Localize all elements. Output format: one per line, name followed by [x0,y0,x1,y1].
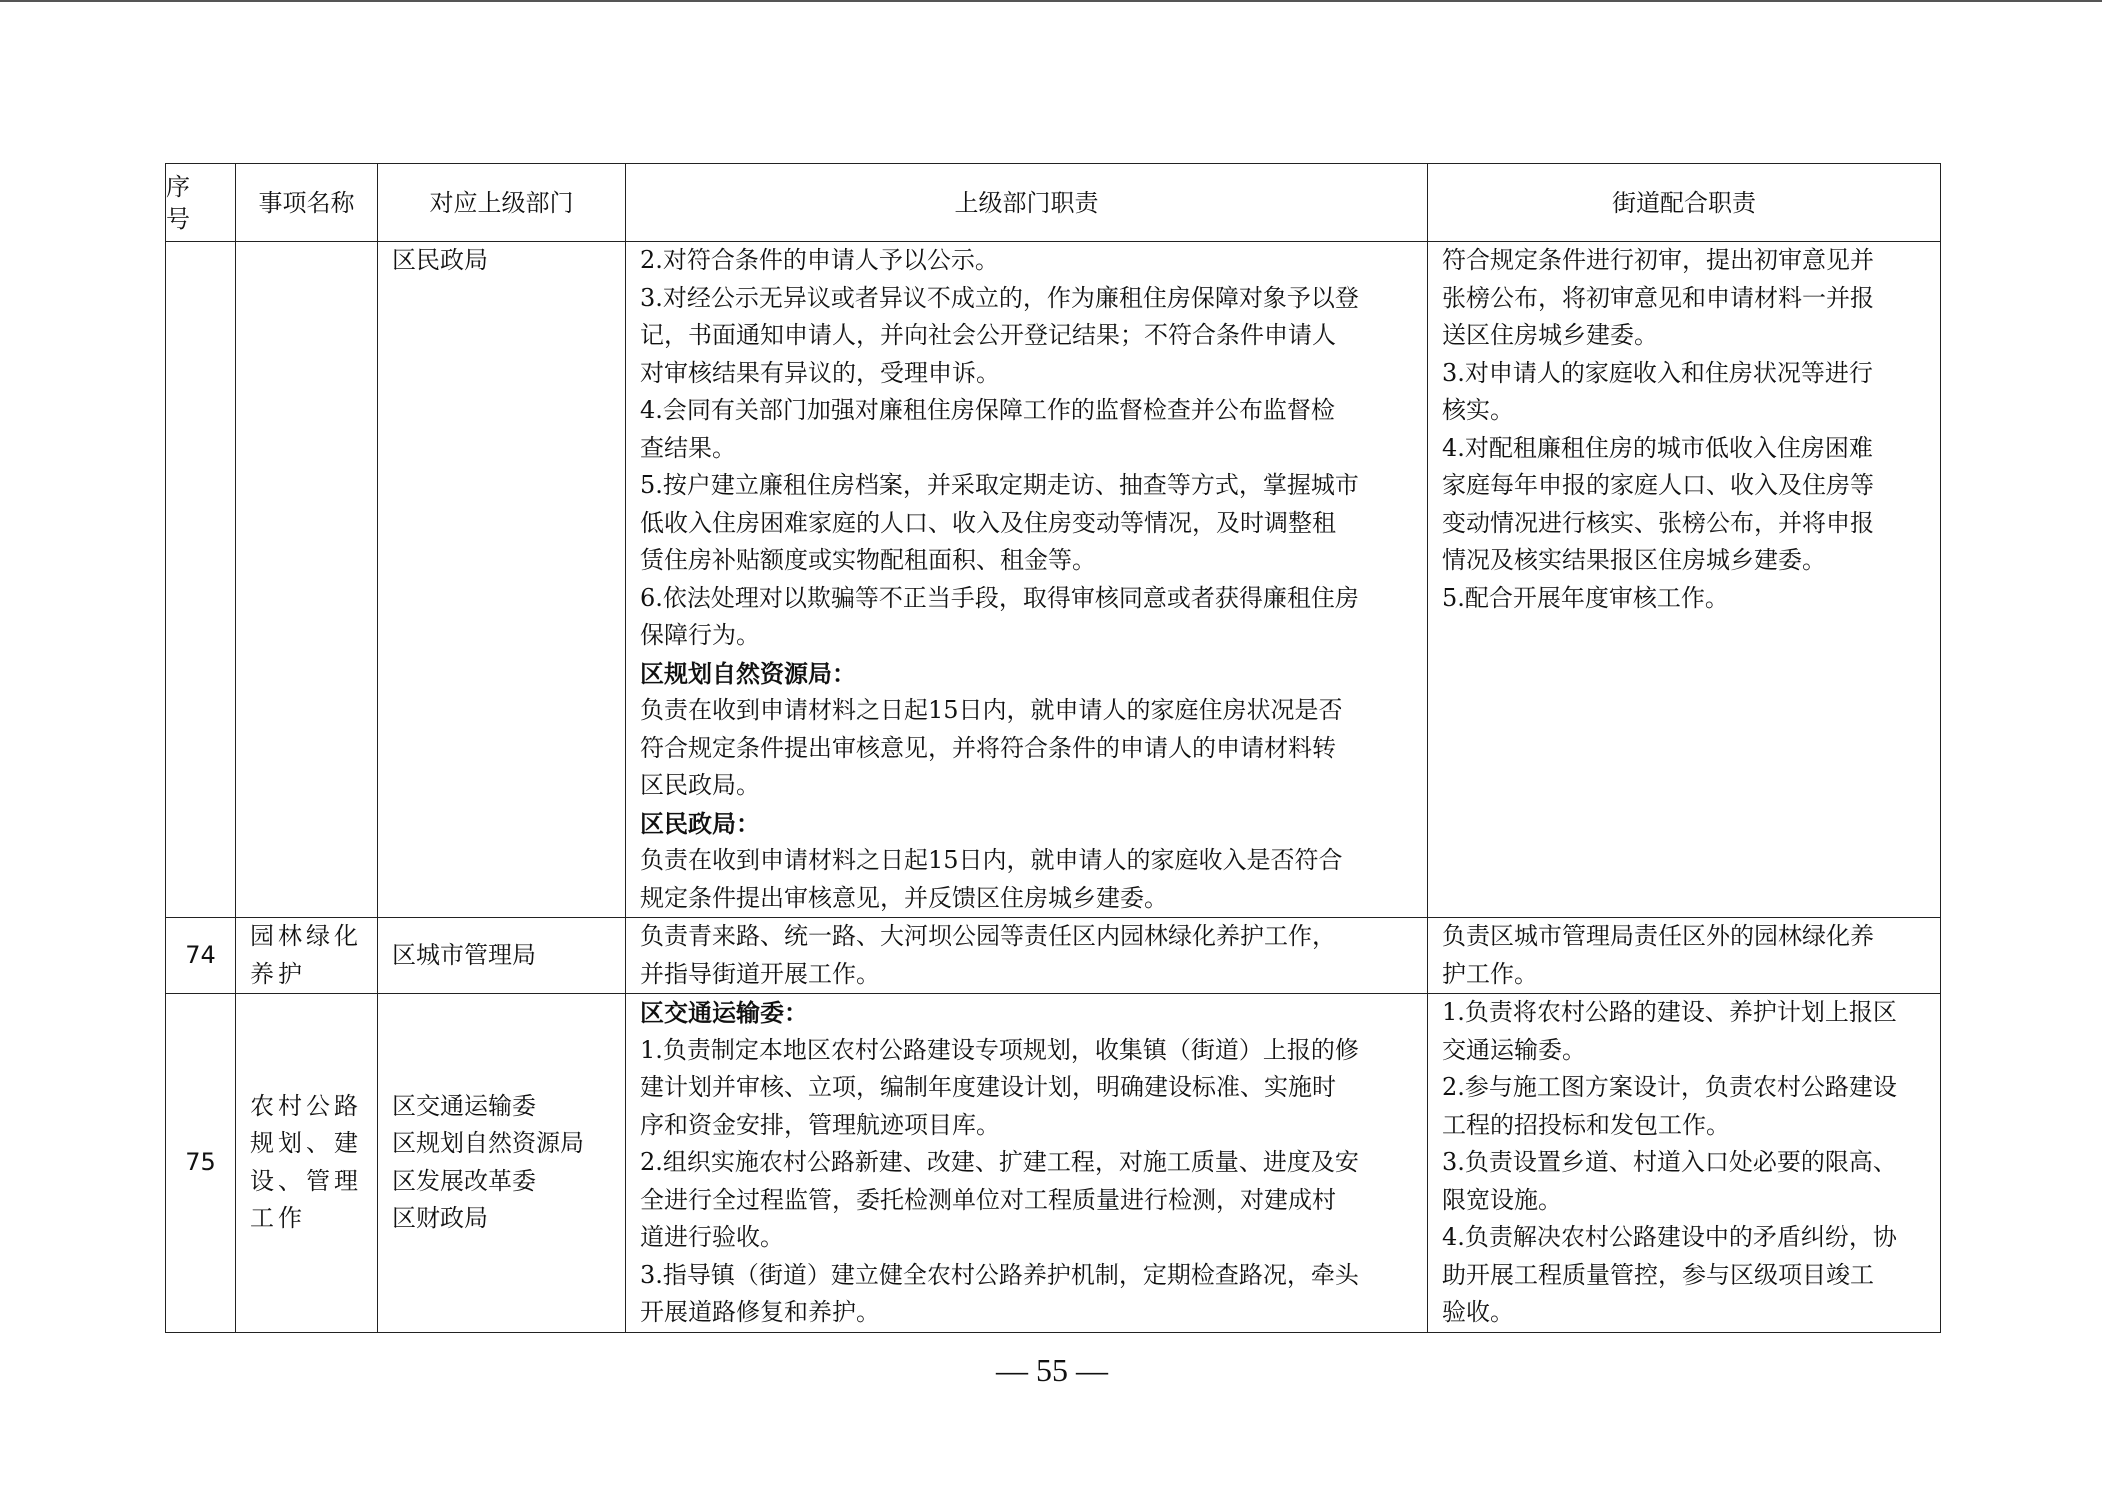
cell-line: 建计划并审核、立项，编制年度建设计划，明确建设标准、实施时 [640,1073,1336,1101]
cell-line: 4.负责解决农村公路建设中的矛盾纠纷，协 [1442,1223,1897,1251]
cell-line: 工作 [250,1204,306,1233]
cell-line: 区交通运输委 [392,1091,536,1120]
cell-line: 送区住房城乡建委。 [1442,321,1658,349]
cell-line: 区民政局。 [640,771,760,799]
cell-line: 3.对经公示无异议或者异议不成立的，作为廉租住房保障对象予以登 [640,283,1359,312]
cell-line: 2.对符合条件的申请人予以公示。 [640,246,999,274]
cell-line: 2.组织实施农村公路新建、改建、扩建工程，对施工质量、进度及安 [640,1148,1359,1176]
header-superior-duty: 上级部门职责 [626,164,1428,242]
cell-superior-duty [626,918,1428,994]
cell-street-duty [1428,994,1941,1333]
cell-line: 区发展改革委 [392,1166,536,1195]
cell-line: 区民政局 [392,246,488,274]
cell-line: 设、管理 [250,1166,362,1195]
cell-line: 序和资金安排，管理航迹项目库。 [640,1110,1000,1139]
cell-line: 家庭每年申报的家庭人口、收入及住房等 [1442,471,1874,499]
cell-line: 区财政局 [392,1204,488,1233]
cell-line: 园林绿化 [250,922,362,950]
cell-line: 情况及核实结果报区住房城乡建委。 [1442,546,1826,574]
header-seq [166,164,236,242]
header-street-duty: 街道配合职责 [1428,164,1941,242]
cell-line: 全进行全过程监管，委托检测单位对工程质量进行检测，对建成村 [640,1185,1336,1214]
cell-item-name [236,242,378,918]
cell-line: 区交通运输委： [640,998,808,1027]
cell-line: 2.参与施工图方案设计，负责农村公路建设 [1442,1073,1897,1101]
cell-line: 规划、建 [250,1129,362,1158]
cell-line: 农村公路 [250,1091,362,1120]
cell-line: 4.会同有关部门加强对廉租住房保障工作的监督检查并公布监督检 [640,396,1335,424]
cell-line: 负责在收到申请材料之日起15日内，就申请人的家庭住房状况是否 [640,696,1343,724]
cell-line: 对审核结果有异议的，受理申诉。 [640,358,1000,387]
table-row [166,994,1941,1333]
cell-line: 验收。 [1442,1298,1514,1326]
cell-line: 养护 [250,959,306,988]
cell-line: 赁住房补贴额度或实物配租面积、租金等。 [640,546,1096,574]
cell-line: 变动情况进行核实、张榜公布，并将申报 [1442,508,1874,537]
table-row [166,242,1941,918]
cell-line: 负责区城市管理局责任区外的园林绿化养 [1442,922,1874,950]
cell-line: 负责在收到申请材料之日起15日内，就申请人的家庭收入是否符合 [640,846,1343,874]
cell-line: 交通运输委。 [1442,1035,1586,1064]
cell-line: 1.负责制定本地区农村公路建设专项规划，收集镇（街道）上报的修 [640,1035,1359,1064]
cell-line: 记，书面通知申请人，并向社会公开登记结果；不符合条件申请人 [640,321,1336,349]
cell-line: 4.对配租廉租住房的城市低收入住房困难 [1442,433,1873,462]
cell-street-duty [1428,918,1941,994]
table-body [166,242,1941,1333]
cell-line: 符合规定条件进行初审，提出初审意见并 [1442,246,1874,274]
cell-line: 保障行为。 [640,621,760,649]
header-seq-line1: 序 [166,172,190,201]
cell-line: 限宽设施。 [1442,1185,1562,1214]
cell-line: 3.指导镇（街道）建立健全农村公路养护机制，定期检查路况，牵头 [640,1260,1359,1289]
cell-line: 5.按户建立廉租住房档案，并采取定期走访、抽查等方式，掌握城市 [640,471,1359,499]
cell-line: 1.负责将农村公路的建设、养护计划上报区 [1442,998,1897,1026]
cell-seq [166,242,236,918]
cell-line: 3.负责设置乡道、村道入口处必要的限高、 [1442,1148,1897,1176]
cell-superior-dept [378,994,626,1333]
cell-superior-duty [626,994,1428,1333]
cell-superior-dept [378,242,626,918]
cell-line: 符合规定条件提出审核意见，并将符合条件的申请人的申请材料转 [640,733,1336,762]
cell-line: 负责青来路、统一路、大河坝公园等责任区内园林绿化养护工作， [640,922,1336,950]
cell-line: 区城市管理局 [392,940,536,969]
cell-line: 6.依法处理对以欺骗等不正当手段，取得审核同意或者获得廉租住房 [640,583,1359,612]
cell-line: 助开展工程质量管控，参与区级项目竣工 [1442,1260,1874,1289]
cell-seq: 75 [166,994,236,1333]
cell-line: 张榜公布，将初审意见和申请材料一并报 [1442,283,1874,312]
cell-line: 查结果。 [640,433,736,462]
cell-superior-duty [626,242,1428,918]
header-seq-line2: 号 [166,204,190,233]
cell-line: 区规划自然资源局： [640,658,856,688]
cell-line: 低收入住房困难家庭的人口、收入及住房变动等情况，及时调整租 [640,508,1336,537]
page-number: — 55 — [996,1352,1108,1388]
cell-line: 规定条件提出审核意见，并反馈区住房城乡建委。 [640,883,1168,912]
cell-line: 工程的招投标和发包工作。 [1442,1110,1730,1139]
cell-seq: 74 [166,918,236,994]
cell-line: 核实。 [1442,396,1514,424]
cell-line: 区规划自然资源局 [392,1129,584,1158]
header-superior-dept: 对应上级部门 [378,164,626,242]
cell-superior-dept [378,918,626,994]
duty-table [165,163,1941,1333]
table-row [166,918,1941,994]
table-header-row [166,164,1941,242]
cell-line: 3.对申请人的家庭收入和住房状况等进行 [1442,358,1873,387]
cell-street-duty [1428,242,1941,918]
cell-line: 护工作。 [1442,959,1538,988]
cell-line: 并指导街道开展工作。 [640,959,880,988]
header-item-name: 事项名称 [236,164,378,242]
cell-line: 道进行验收。 [640,1223,784,1251]
cell-line: 开展道路修复和养护。 [640,1298,880,1326]
cell-line: 5.配合开展年度审核工作。 [1442,583,1729,612]
cell-item-name [236,918,378,994]
cell-item-name [236,994,378,1333]
cell-line: 区民政局： [640,808,760,838]
